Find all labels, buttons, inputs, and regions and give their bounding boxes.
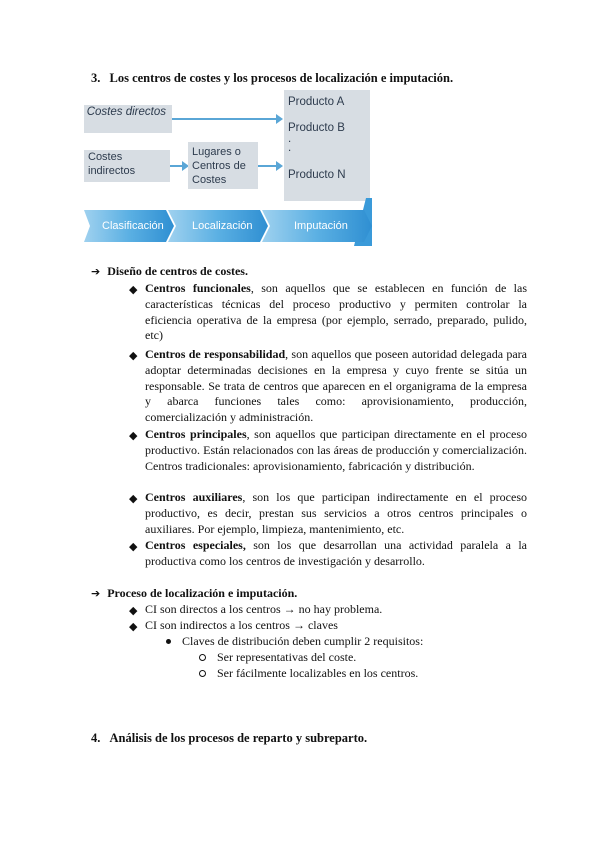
proceso-sub-1: Claves de distribución deben cumplir 2 requisitos: xyxy=(182,634,424,648)
diamond-bullet-icon: ◆ xyxy=(129,621,138,633)
list-item xyxy=(145,490,527,537)
arrow-directos xyxy=(172,118,280,120)
section-4-heading xyxy=(91,731,367,746)
item-text: , son aquellos que participan directamente en el proceso productivo. Están relacionados con las áreas de producción y comercialización. Centros tradicionales: aprovisionamiento, fabricación y distribución. xyxy=(145,427,527,473)
lugares-label: Lugares o Centros de Costes xyxy=(192,146,246,186)
products-box xyxy=(284,90,370,201)
costes-directos-label: Costes directos xyxy=(86,106,166,118)
product-b: Producto B xyxy=(288,122,345,134)
proceso-sub-2b: Ser fácilmente localizables en los centros. xyxy=(217,666,419,680)
product-dot: . xyxy=(288,142,292,154)
lugares-box xyxy=(188,142,258,189)
list-item xyxy=(145,347,527,426)
proceso-sub-2a: Ser representativas del coste. xyxy=(217,650,357,664)
product-dot: . xyxy=(288,133,292,145)
costes-indirectos-box xyxy=(84,150,170,182)
diseno-heading xyxy=(91,264,248,280)
diamond-bullet-icon: ◆ xyxy=(129,350,138,362)
diamond-bullet-icon: ◆ xyxy=(129,430,138,442)
arrow-head-icon xyxy=(276,114,283,124)
item-term: Centros auxiliares xyxy=(145,490,243,504)
section-number: 4. xyxy=(91,731,101,745)
section-number: 3. xyxy=(91,71,101,85)
item-term: Centros de responsabilidad xyxy=(145,347,286,361)
section-title: Análisis de los procesos de reparto y subreparto. xyxy=(109,731,368,745)
diamond-bullet-icon: ◆ xyxy=(129,284,138,296)
stage-localizacion: Localización xyxy=(192,220,253,232)
circle-bullet-icon xyxy=(199,654,206,661)
arrow-right-icon: ➔ xyxy=(91,587,101,600)
cost-flow-diagram xyxy=(84,90,372,246)
item-text: , son aquellos que se establecen en función de las características técnicas del proceso productivo y permiten controlar la eficiencia operativa de la empresa (por ejemplo, serrado, preparado, pulido, etc) xyxy=(145,281,528,343)
proceso-item-1: CI son directos a los centros → no hay problema. xyxy=(145,602,383,616)
item-term: Centros especiales, xyxy=(145,538,246,552)
dot-bullet-icon xyxy=(166,639,171,644)
arrow-right-icon: ➔ xyxy=(91,265,101,278)
list-item xyxy=(145,427,527,474)
proceso-item-2: CI son indirectos a los centros → claves xyxy=(145,618,338,632)
arrow-head-icon xyxy=(276,161,283,171)
item-term: Centros principales xyxy=(145,427,247,441)
product-a: Producto A xyxy=(288,96,345,108)
product-n: Producto N xyxy=(288,169,346,181)
item-text: son los que desarrollan una actividad paralela a la productiva como los centros de investigación y desarrollo. xyxy=(145,538,527,568)
circle-bullet-icon xyxy=(199,670,206,677)
diseno-title: Diseño de centros de costes. xyxy=(107,264,248,278)
proceso-title: Proceso de localización e imputación. xyxy=(107,586,298,600)
list-item xyxy=(145,538,527,570)
item-term: Centros funcionales xyxy=(145,281,251,295)
section-3-heading xyxy=(91,71,453,86)
list-item xyxy=(145,281,527,344)
costes-directos-box xyxy=(84,105,172,133)
costes-indirectos-label: Costes indirectos xyxy=(88,151,136,177)
section-title: Los centros de costes y los procesos de localización e imputación. xyxy=(109,71,454,85)
item-text: , son los que participan indirectamente en el proceso productivo, es decir, prestan sus servicios a otros centros principales o auxiliares. Por ejemplo, limpieza, mantenimiento, etc. xyxy=(145,490,527,536)
diamond-bullet-icon: ◆ xyxy=(129,493,138,505)
stage-clasificacion: Clasificación xyxy=(102,220,164,232)
diamond-bullet-icon: ◆ xyxy=(129,541,138,553)
diamond-bullet-icon: ◆ xyxy=(129,605,138,617)
proceso-heading xyxy=(91,586,297,602)
item-text: , son aquellos que poseen autoridad delegada para adoptar determinadas decisiones en la empresa y cuyo frente se sitúa un responsable. Se trata de centros que aparecen en el organigrama de la empresa y abarca funciones tales como: aprovisionamiento, producción, comercialización y administración. xyxy=(145,347,527,425)
stage-imputacion: Imputación xyxy=(294,220,348,232)
